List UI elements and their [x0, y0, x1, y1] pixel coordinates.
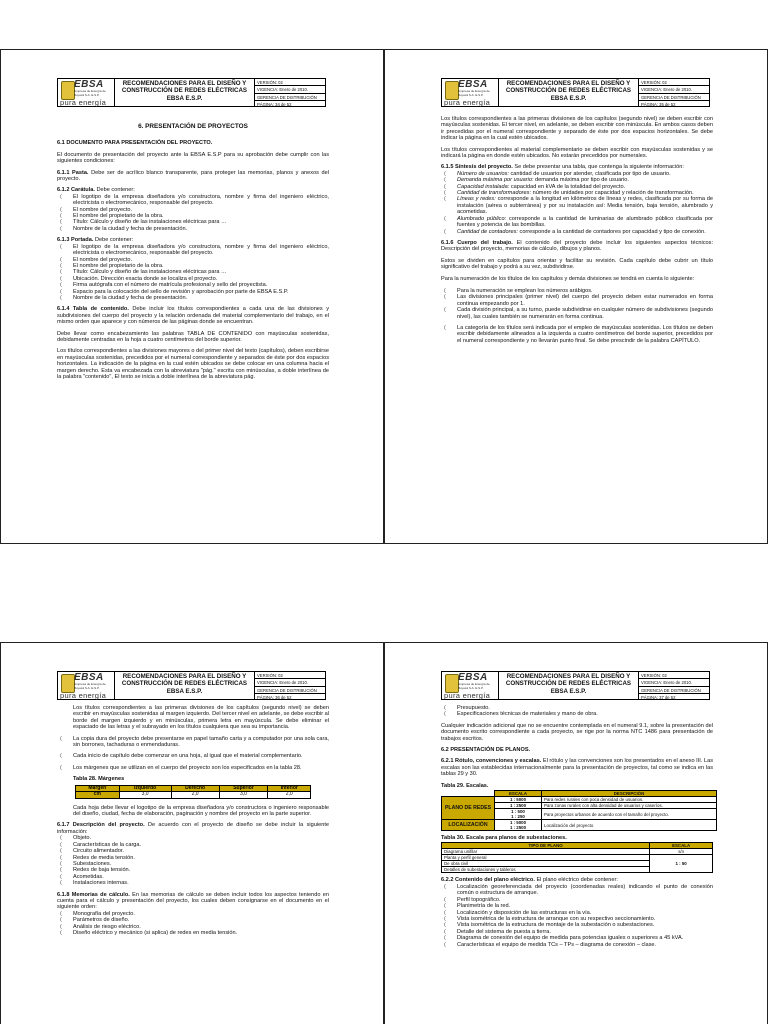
- list-item: ( Parámetros de diseño.: [73, 917, 329, 923]
- header-meta: VERSIÓN: 02 VIGENCIA: Enero de 2010. GERENCIA DE DISTRIBUCIÓN PÁGINA: 35 de 52: [638, 79, 709, 106]
- paragraph: 6.2.2 Contenido del plano eléctrico. El plano eléctrico debe contener:: [441, 877, 618, 884]
- page-body: [57, 116, 329, 385]
- list-item: ( Diseño eléctrico y mecánico (si aplica) de redes en media tensión.: [73, 930, 329, 936]
- company-logo: EBSA Empresa de Energía de Boyacá S.A. E.S.P. pura energía: [58, 672, 115, 699]
- list: [57, 244, 329, 302]
- page-number: PÁGINA: 35 de 52: [641, 101, 676, 107]
- company-logo: EBSA Empresa de Energía de Boyacá S.A. E.S.P. pura energía: [58, 79, 115, 106]
- page-35: [384, 49, 768, 544]
- list-item: ( Análisis de riesgo eléctrico.: [73, 924, 329, 930]
- table-row: LOCALIZACIÓN 1 : 5000 1 : 2500 Localización del proyecto: [442, 820, 717, 831]
- list: [441, 884, 713, 948]
- paragraph: 6.1.6 Cuerpo del trabajo. El contenido del proyecto debe incluir los siguientes aspectos técnicos: Descripción del proyecto, memorias de cálculo, dibujos y planos.: [441, 239, 714, 253]
- list-item: ( El nombre del proyecto.: [73, 207, 329, 213]
- table-row: cm 3,0 2,0 3,0 2,0: [76, 792, 311, 799]
- list-item: ( Título: Cálculo y diseño de las instalaciones eléctricas para …: [73, 269, 329, 275]
- page-header: [57, 78, 326, 107]
- list: [57, 194, 329, 232]
- paragraph: Los títulos correspondientes al material complementario se deben escribir con mayúsculas sostenidas y se indicará la página en donde estén ubicados. No estarán precedidos por numerales.: [441, 146, 713, 160]
- paragraph: Los títulos correspondientes a las divisiones mayores o del primer nivel del texto (capítulos), deben escribirse en mayúsculas sostenidas, precedidos por el numeral correspondiente y separados de éste por dos espacios horizontales. La indicación de la página en la cual estén ubicados se debe colocar en una columna hacia el margen derecho. Esta va encabezada con la abreviatura "pág." escrita con minúsculas, a doble interlínea de la palabra "contenido", El texto se inicia a doble interlínea de la abreviatura pág.: [57, 348, 329, 380]
- section-title: 6.1 DOCUMENTO PARA PRESENTACIÓN DEL PROYECTO.: [57, 140, 213, 147]
- company-logo: EBSA Empresa de Energía de Boyacá S.A. E.S.P. pura energía: [442, 79, 499, 106]
- header-title: RECOMENDACIONES PARA EL DISEÑO Y CONSTRUCCIÓN DE REDES ELÉCTRICAS EBSA E.S.P.: [505, 673, 632, 695]
- paragraph: Cualquier indicación adicional que no se encuentre contemplada en el numeral 9.1, sobre la presentación del documento escrito correspondiente a cada proyecto, se rige por la norma NTC 1486 para presentación de trabajos escritos.: [441, 722, 713, 742]
- list-item: ( Subestaciones.: [73, 861, 329, 867]
- table-row: Planta y perfil general 1 : 50: [442, 855, 713, 861]
- list-item: ( Monografía del proyecto.: [73, 911, 329, 917]
- list-item: ( La copia dura del proyecto debe presentarse en papel tamaño carta y a computador por una sola cara, sin borrones, tachaduras o enmendaduras.: [73, 736, 329, 749]
- list-item: ( Las divisiones principales (primer nivel) del cuerpo del proyecto deben estar numerados en forma continua empezando por 1.: [457, 294, 713, 307]
- list-item: ( Presupuesto.: [457, 705, 713, 711]
- page-header: [57, 671, 326, 700]
- list-item: ( Nombre de la ciudad y fecha de presentación.: [73, 226, 329, 232]
- list-item: ( Circuito alimentador.: [73, 848, 329, 854]
- page-36: [0, 642, 384, 1024]
- list-item: ( Capacidad instalada: capacidad en kVA de la totalidad del proyecto.: [457, 184, 713, 190]
- list-item: ( Redes de baja tensión.: [73, 867, 329, 873]
- list-item: ( Localización georeferenciada del proyecto (coordenadas reales) indicando el punto de conexión común o estructura de arranque.: [457, 884, 713, 897]
- list-item: ( Acometidas.: [73, 874, 329, 880]
- page-body: [441, 705, 713, 953]
- paragraph: 6.1.4 Tabla de contenido. Debe incluir los títulos correspondientes a cada una de las divisiones y subdivisiones del cuerpo del proyecto y la relación ordenada del material complementario del trabajo, en el mismo orden que aparece y con números de las páginas donde se encuentran.: [57, 306, 329, 326]
- table-title: Tabla 30. Escala para planos de subestaciones.: [441, 835, 567, 842]
- substation-scales-table: TIPO DE PLANO ESCALA Diagrama unifilar s/n Planta y perfil general 1 : 50 De obra civil Detalles de subestaciones y tableros: [441, 842, 713, 873]
- page-body: [57, 705, 329, 941]
- page-37: [384, 642, 768, 1024]
- list-item: ( Especificaciones técnicas de materiales y mano de obra.: [457, 711, 713, 717]
- list: [441, 288, 713, 344]
- section-title: 6.2 PRESENTACIÓN DE PLANOS.: [441, 747, 531, 754]
- list: [57, 835, 329, 886]
- list-item: ( El logotipo de la empresa diseñadora y/o constructora, nombre y firma del ingeniero eléctrico, electricista o electromecánico, responsable del proyecto.: [73, 194, 329, 207]
- paragraph: Los títulos correspondientes a las primeras divisiones de los capítulos (segundo nivel) se deben escribir en mayúsculas sostenidas al margen izquierdo. Del tercer nivel en adelante, se debe escribir al borde del margen izquierdo y en minúsculas, primera letra en mayúscula. Se debe eliminar el espaciado de las letras y el subrayado en los títulos cualquiera que sea su importancia.: [73, 705, 329, 731]
- header-meta: VERSIÓN: 02 VIGENCIA: Enero de 2010. GERENCIA DE DISTRIBUCIÓN PÁGINA: 34 de 52: [254, 79, 325, 106]
- paragraph: 6.1.1 Pasta. Debe ser de acrílico blanco transparente, para proteger las memorias, planos y anexos del proyecto.: [57, 169, 330, 183]
- list: [57, 911, 329, 937]
- list-item: ( Nombre de la ciudad y fecha de presentación.: [73, 295, 329, 301]
- table-row: 1 : 2500 Para zonas rurales con alta densidad de usuarios y caseríos.: [442, 803, 717, 809]
- list-item: ( Vista isométrica de la estructura de arranque con su respectivo seccionamiento.: [457, 916, 713, 922]
- page-number: PÁGINA: 34 de 52: [257, 101, 292, 107]
- paragraph: 6.1.2 Carátula. Debe contener:: [57, 187, 135, 194]
- paragraph: Debe llevar como encabezamiento las palabras TABLA DE CONTENIDO con mayúsculas sostenidas, debidamente centradas en la hoja a cuatro centímetros del borde superior.: [57, 330, 329, 343]
- company-logo: EBSA Empresa de Energía de Boyacá S.A. E.S.P. pura energía: [442, 672, 499, 699]
- list-item: ( Cada división principal, a su turno, puede subdividirse en cualquier número de subdivisiones (segundo nivel), las cuales también se numerarán en forma continua.: [457, 307, 713, 320]
- list-item: ( Los márgenes que se utilizan en el cuerpo del proyecto son los especificados en la tabla 28.: [73, 765, 329, 771]
- chapter-title: 6. PRESENTACIÓN DE PROYECTOS: [138, 123, 248, 130]
- list: [57, 736, 329, 772]
- list-item: ( Perfil topográfico.: [457, 897, 713, 903]
- page-number: PÁGINA: 37 de 52: [641, 694, 676, 700]
- list-item: ( Planimetría de la red.: [457, 903, 713, 909]
- table-row: De obra civil: [442, 861, 713, 867]
- list-item: ( Demanda máxima por usuario: demanda máxima por tipo de usuario.: [457, 177, 713, 183]
- list-item: ( Líneas y redes: corresponde a la longitud en kilómetros de líneas y redes, clasificada por su forma de instalación (aérea o subterránea) y por su instalación así: Media tensión, baja tensión, alumbrado y acometidas.: [457, 196, 713, 215]
- margins-table: Margen Izquierdo Derecho Superior Inferior cm 3,0 2,0 3,0 2,0: [75, 785, 311, 799]
- table-title: Tabla 29. Escalas.: [441, 782, 489, 789]
- list-item: ( El nombre del propietario de la obra.: [73, 263, 329, 269]
- paragraph: 6.2.1 Rótulo, convenciones y escalas. El rótulo y las convenciones son los presentados en el anexo III. Las escalas son las establecidas internacionalmente para la presentación de proyectos, tal como se indica en las tablas 29 y 30.: [441, 758, 714, 778]
- list-item: ( La categoría de los títulos será indicada por el empleo de mayúsculas sostenidas. Los títulos se deben escribir debidamente alineados a la izquierda a cuatro centímetros del borde superior, precedidos por el numeral correspondiente y no llevarán punto final. Se debe prescindir de la palabra CAPÍTULO.: [457, 325, 713, 344]
- list-item: ( Alumbrado público: corresponde a la cantidad de luminarias de alumbrado público clasificada por fuentes y potencia de las bombillas.: [457, 216, 713, 229]
- paragraph: Cada hoja debe llevar el logotipo de la empresa diseñadora y/o constructora o ingeniero responsable del diseño, ciudad, fecha de elaboración, paginación y nombre del proyecto en la parte superior.: [73, 804, 329, 818]
- list-item: ( Vista isométrica de la estructura de montaje de la subestación o subestaciones.: [457, 922, 713, 928]
- list: [441, 171, 713, 235]
- list-item: ( Redes de media tensión.: [73, 855, 329, 861]
- paragraph: 6.1.3 Portada. Debe contener:: [57, 237, 134, 244]
- paragraph: El documento de presentación del proyecto ante la EBSA E.S.P para su aprobación debe cumplir con las siguientes condiciones:: [57, 151, 329, 165]
- header-title: RECOMENDACIONES PARA EL DISEÑO Y CONSTRUCCIÓN DE REDES ELÉCTRICAS EBSA E.S.P.: [505, 80, 632, 102]
- list-item: ( Diagrama de conexión del equipo de medida para potencias iguales o superiores a 45 kVA.: [457, 935, 713, 941]
- list-item: ( El logotipo de la empresa diseñadora y/o constructora, nombre y firma del ingeniero eléctrico, electricista o electromecánico, responsable del proyecto.: [73, 244, 329, 257]
- list-item: ( Localización y disposición de las estructuras en la vía.: [457, 910, 713, 916]
- list-item: ( Para la numeración se emplean los números arábigos.: [457, 288, 713, 294]
- header-meta: VERSIÓN: 02 VIGENCIA: Enero de 2010. GERENCIA DE DISTRIBUCIÓN PÁGINA: 37 de 52: [638, 672, 709, 699]
- paragraph: 6.1.7 Descripción del proyecto. De acuerdo con el proyecto de diseño se debe incluir la siguiente información:: [57, 822, 329, 835]
- list-item: ( Objeto.: [73, 835, 329, 841]
- scales-table: ESCALA DESCRIPCIÓN PLANO DE REDES 1 : 5000 Para redes rurales con poca densidad de usuarios. 1 : 2500 Para zonas rurales con alta densidad de usuarios y caseríos. 1 : 500 1 : 250 Para proyectos urbanos de acuerdo con el tamaño del proyecto. LOCALIZACIÓN 1 : 5000 1 : 2500 Localización del proyecto: [441, 790, 717, 831]
- list: [441, 705, 713, 718]
- page-number: PÁGINA: 36 de 52: [257, 694, 292, 700]
- list-item: ( Detalle del sistema de puesta a tierra.: [457, 929, 713, 935]
- paragraph: Para la numeración de los títulos de los capítulos y demás divisiones se tendrá en cuenta lo siguiente:: [441, 275, 695, 282]
- list-item: ( Características de la carga.: [73, 842, 329, 848]
- table-row: Detalles de subestaciones y tableros: [442, 867, 713, 873]
- list-item: ( Cantidad de contadores: corresponde a la cantidad de contadores por capacidad y tipo de conexión.: [457, 229, 713, 235]
- header-meta: VERSIÓN: 02 VIGENCIA: Enero de 2010. GERENCIA DE DISTRIBUCIÓN PÁGINA: 36 de 52: [254, 672, 325, 699]
- list-item: ( Cantidad de transformadores: número de unidades por capacidad y relación de transformación.: [457, 190, 713, 196]
- table-row: 1 : 500 1 : 250 Para proyectos urbanos de acuerdo con el tamaño del proyecto.: [442, 809, 717, 820]
- list-item: ( Firma autógrafa con el número de matrícula profesional y sello del proyectista.: [73, 282, 329, 288]
- page-header: [441, 671, 710, 700]
- table-row: PLANO DE REDES 1 : 5000 Para redes rurales con poca densidad de usuarios.: [442, 797, 717, 803]
- list-item: ( Título: Cálculo y diseño de las instalaciones eléctricas para …: [73, 219, 329, 225]
- list-item: ( Instalaciones internas.: [73, 880, 329, 886]
- header-title: RECOMENDACIONES PARA EL DISEÑO Y CONSTRUCCIÓN DE REDES ELÉCTRICAS EBSA E.S.P.: [121, 80, 248, 102]
- list-item: ( Cada inicio de capítulo debe comenzar en una hoja, al igual que el material complementario.: [73, 753, 329, 759]
- paragraph: 6.1.8 Memorias de cálculo. En las memorias de cálculo se deben incluir todos los aspectos teniendo en cuenta para el cálculo y presentación del proyecto, los cuales deben consignarse en el documento en el siguiente orden:: [57, 891, 330, 911]
- paragraph: Estos se dividen en capítulos para orientar y facilitar su revisión. Cada capítulo debe cubrir un título significativo del trabajo y podrá a su vez, subdividirse.: [441, 257, 713, 271]
- list-item: ( Espacio para la colocación del sello de revisión y aprobación por parte de EBSA E.S.P.: [73, 289, 329, 295]
- table-row: Diagrama unifilar s/n: [442, 849, 713, 855]
- list-item: ( Ubicación. Dirección exacta donde se localiza el proyecto.: [73, 276, 329, 282]
- page-header: [441, 78, 710, 107]
- list-item: ( El nombre del propietario de la obra.: [73, 213, 329, 219]
- list-item: ( Características el equipo de medida TCs – TPs – diagrama de conexión – clase.: [457, 942, 713, 948]
- list-item: ( Número de usuarios: cantidad de usuarios por atender, clasificada por tipo de usuario.: [457, 171, 713, 177]
- page-34: [0, 49, 384, 544]
- table-title: Tabla 28. Márgenes: [73, 776, 125, 783]
- list-item: ( El nombre del proyecto.: [73, 257, 329, 263]
- page-body: [441, 116, 713, 349]
- paragraph: Los títulos correspondientes a las primeras divisiones de los capítulos (segundo nivel) se deben escribir con mayúsculas sostenidas. El tercer nivel, en adelante, se deben escribir con minúscula. En ambos casos deben ir precedidas por el numeral correspondiente y separado de éste por dos espacios horizontales. Se debe indicar la página en la cual estén ubicados.: [441, 116, 713, 142]
- header-title: RECOMENDACIONES PARA EL DISEÑO Y CONSTRUCCIÓN DE REDES ELÉCTRICAS EBSA E.S.P.: [121, 673, 248, 695]
- paragraph: 6.1.5 Síntesis del proyecto. Se debe presentar una tabla, que contenga la siguiente información:: [441, 164, 684, 171]
